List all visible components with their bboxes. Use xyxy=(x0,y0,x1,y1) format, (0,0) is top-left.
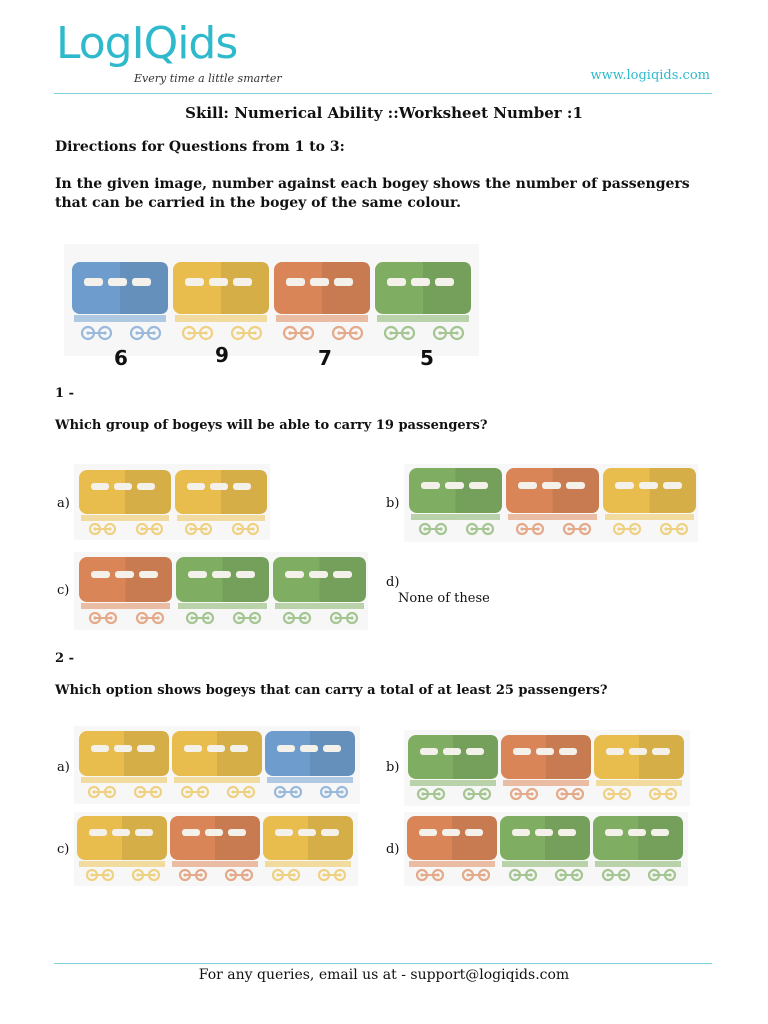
q2-option-b-label[interactable]: b) xyxy=(386,760,400,775)
question-2-number: 2 - xyxy=(55,651,74,666)
directions-heading: Directions for Questions from 1 to 3: xyxy=(55,139,345,155)
q1-option-d-label[interactable]: d) xyxy=(386,575,400,590)
q1-option-a-image[interactable] xyxy=(74,464,270,540)
orange-bogey xyxy=(407,816,497,884)
yellow-bogey xyxy=(79,731,169,801)
legend-train-panel xyxy=(64,244,479,356)
yellow-bogey xyxy=(173,262,269,344)
q1-option-c-image[interactable] xyxy=(74,552,368,630)
legend-value-orange: 7 xyxy=(318,346,332,370)
orange-bogey xyxy=(170,816,260,884)
intro-text: In the given image, number against each bogey shows the number of passengers that can be carried in the bogey of the same colour. xyxy=(55,176,690,211)
green-bogey xyxy=(375,262,471,344)
website-link[interactable]: www.logiqids.com xyxy=(590,68,710,83)
logo-tagline: Every time a little smarter xyxy=(134,72,282,85)
green-bogey xyxy=(409,468,502,538)
q2-option-c-label[interactable]: c) xyxy=(57,842,70,857)
q2-option-c-image[interactable] xyxy=(74,812,358,886)
q1-option-b-label[interactable]: b) xyxy=(386,496,400,511)
q1-option-b-image[interactable] xyxy=(404,464,698,542)
legend-value-yellow: 9 xyxy=(215,343,229,367)
green-bogey xyxy=(593,816,683,884)
blue-bogey xyxy=(265,731,355,801)
header-divider xyxy=(54,93,712,94)
orange-bogey xyxy=(506,468,599,538)
footer-divider xyxy=(54,963,712,964)
yellow-bogey xyxy=(172,731,262,801)
yellow-bogey xyxy=(594,735,684,803)
q2-option-b-image[interactable] xyxy=(404,730,690,806)
green-bogey xyxy=(408,735,498,803)
yellow-bogey xyxy=(77,816,167,884)
yellow-bogey xyxy=(175,470,267,538)
q2-option-a-label[interactable]: a) xyxy=(57,760,70,775)
legend-value-green: 5 xyxy=(420,346,434,370)
worksheet-title: Skill: Numerical Ability ::Worksheet Number :1 xyxy=(185,104,583,122)
green-bogey xyxy=(176,557,269,627)
yellow-bogey xyxy=(263,816,353,884)
blue-bogey xyxy=(72,262,168,344)
q2-option-d-image[interactable] xyxy=(404,812,688,886)
yellow-bogey xyxy=(79,470,171,538)
question-2-text: Which option shows bogeys that can carry a total of at least 25 passengers? xyxy=(55,683,608,698)
green-bogey xyxy=(273,557,366,627)
q1-option-c-label[interactable]: c) xyxy=(57,583,70,598)
q2-option-a-image[interactable] xyxy=(74,726,360,804)
question-1-text: Which group of bogeys will be able to carry 19 passengers? xyxy=(55,418,488,433)
orange-bogey xyxy=(274,262,370,344)
q2-option-d-label[interactable]: d) xyxy=(386,842,400,857)
q1-option-d-text[interactable]: None of these xyxy=(398,591,490,606)
question-1-number: 1 - xyxy=(55,386,74,401)
yellow-bogey xyxy=(603,468,696,538)
legend-value-blue: 6 xyxy=(114,346,128,370)
footer-contact: For any queries, email us at - support@logiqids.com xyxy=(198,967,570,983)
logo: LogIQids xyxy=(56,18,238,69)
q1-option-a-label[interactable]: a) xyxy=(57,496,70,511)
orange-bogey xyxy=(501,735,591,803)
green-bogey xyxy=(500,816,590,884)
orange-bogey xyxy=(79,557,172,627)
